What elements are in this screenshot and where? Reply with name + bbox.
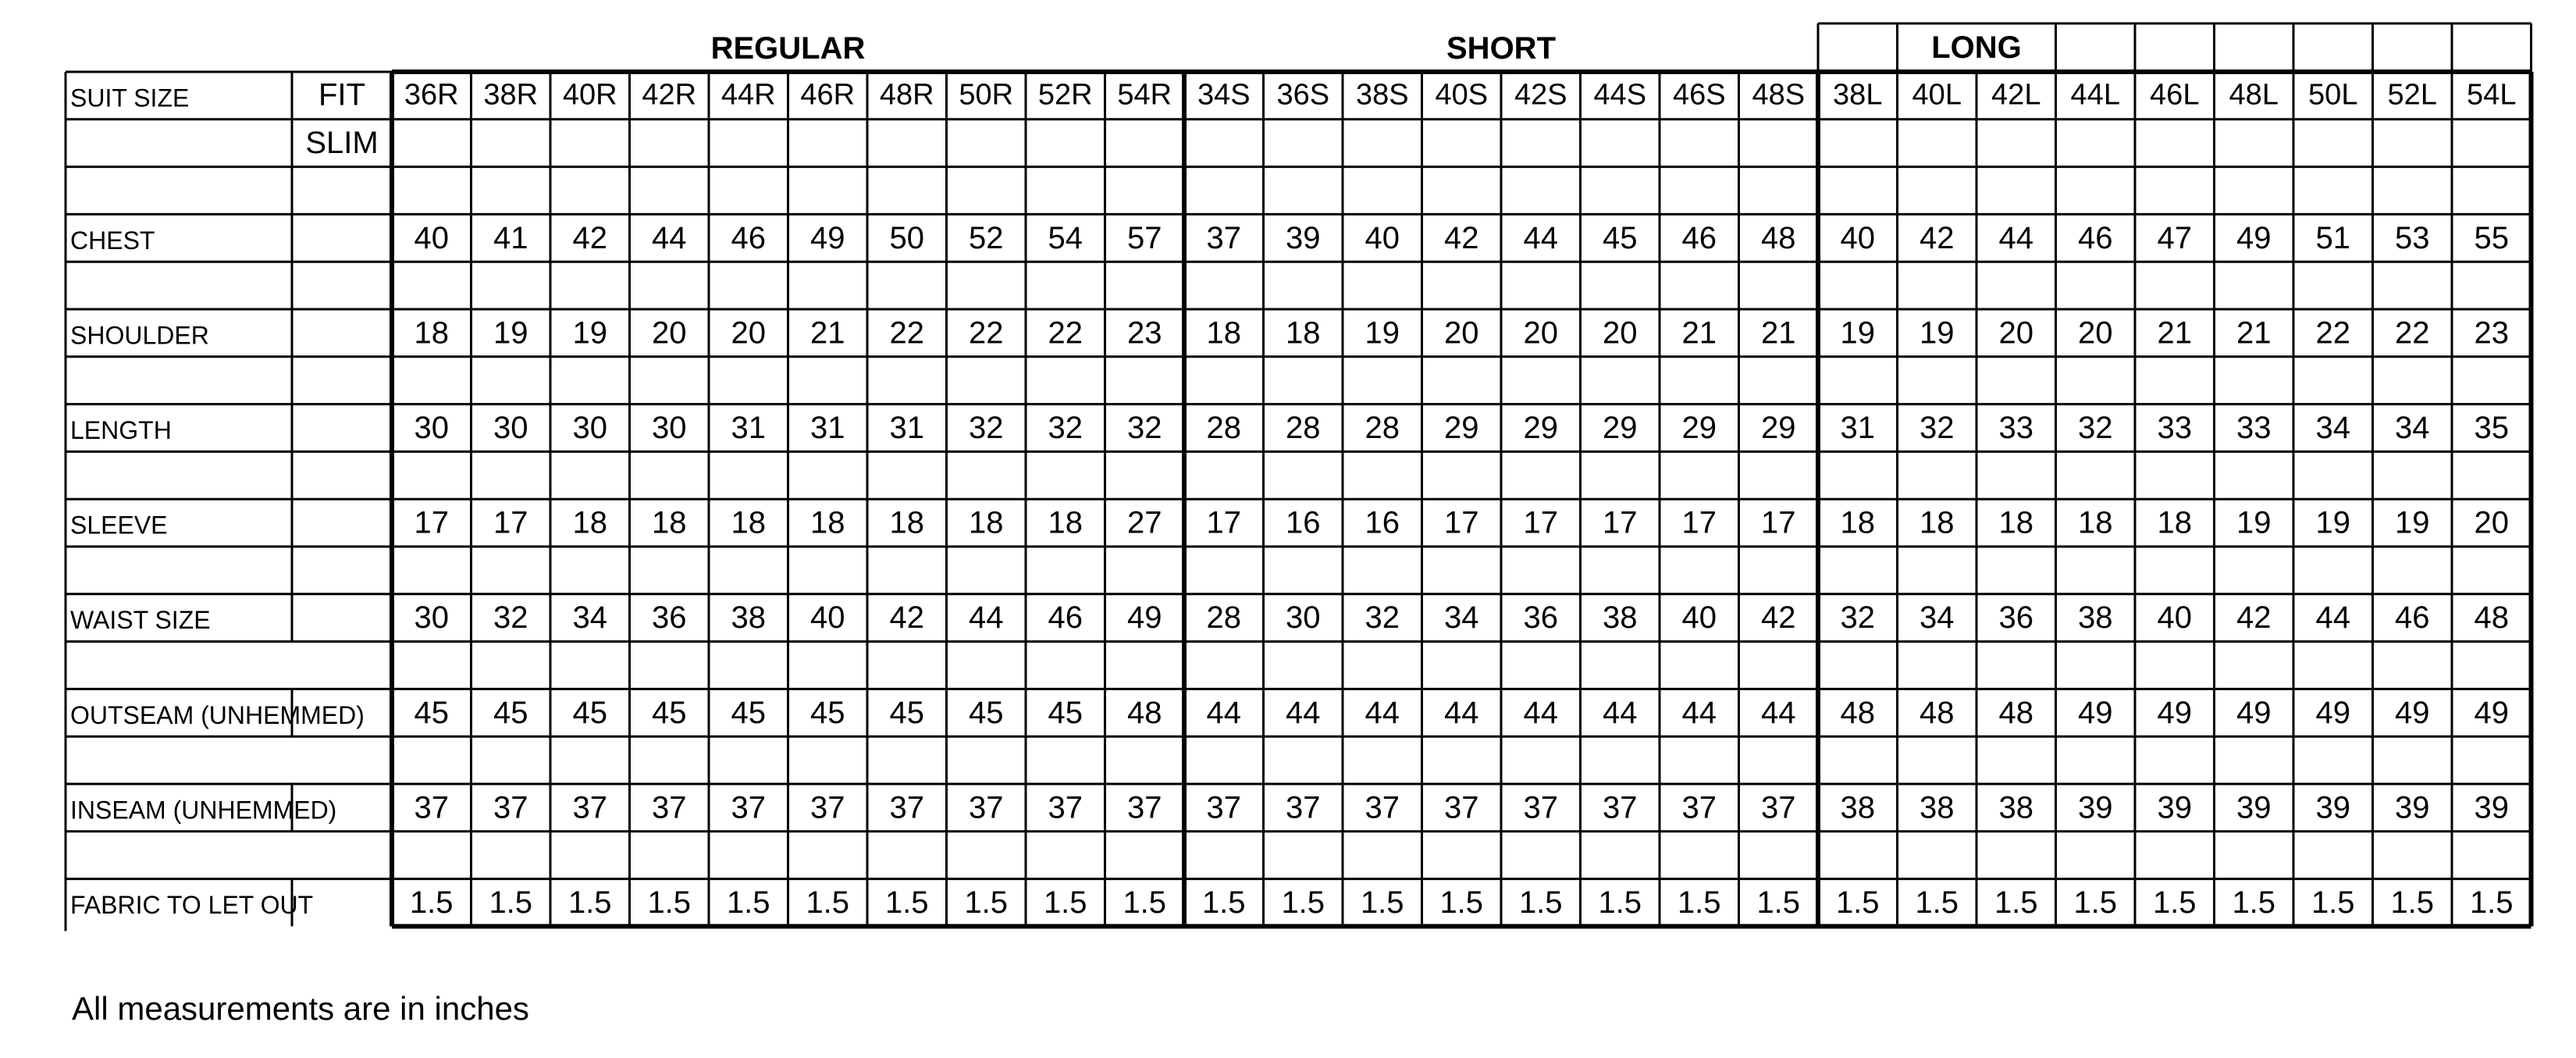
- measurement-cell: 17: [1681, 505, 1717, 540]
- size-header-42s: 42S: [1514, 78, 1567, 112]
- measurement-cell: 38: [1603, 600, 1638, 636]
- measurement-cell: 45: [1048, 695, 1083, 730]
- measurement-cell: 1.5: [647, 885, 692, 920]
- measurement-cell: 30: [414, 411, 449, 445]
- measurement-cell: 1.5: [1201, 885, 1246, 920]
- measurement-cell: 30: [572, 411, 607, 445]
- measurement-cell: 1.5: [1123, 885, 1167, 920]
- measurement-cell: 20: [1444, 315, 1479, 351]
- measurement-cell: 37: [1048, 790, 1083, 825]
- measurement-cell: 44: [1681, 695, 1717, 730]
- size-header-54l: 54L: [2467, 78, 2517, 112]
- measurement-cell: 37: [1206, 220, 1241, 255]
- measurement-cell: 1.5: [1360, 885, 1404, 920]
- measurement-cell: 1.5: [806, 885, 850, 920]
- measurement-cell: 19: [2395, 505, 2430, 540]
- row-label-chest: CHEST: [70, 226, 155, 255]
- group-title-short: SHORT: [1446, 31, 1556, 66]
- measurement-cell: 28: [1286, 411, 1321, 445]
- measurement-cell: 20: [1523, 315, 1558, 351]
- measurement-cell: 30: [414, 600, 449, 636]
- measurement-cell: 37: [731, 790, 766, 825]
- measurement-cell: 45: [493, 695, 528, 730]
- measurement-cell: 28: [1206, 411, 1241, 445]
- measurement-cell: 18: [969, 505, 1004, 540]
- size-header-38l: 38L: [1833, 78, 1883, 112]
- size-header-36s: 36S: [1276, 78, 1330, 112]
- measurement-cell: 38: [731, 600, 766, 636]
- measurement-cell: 22: [969, 315, 1004, 351]
- measurement-cell: 1.5: [2152, 885, 2197, 920]
- measurement-cell: 30: [652, 411, 687, 445]
- measurement-cell: 39: [2236, 790, 2272, 825]
- measurement-cell: 18: [1048, 505, 1083, 540]
- measurement-cell: 28: [1206, 600, 1241, 636]
- measurement-cell: 16: [1286, 505, 1321, 540]
- measurement-cell: 32: [1840, 600, 1875, 636]
- measurement-cell: 16: [1364, 505, 1400, 540]
- measurement-cell: 37: [1206, 790, 1241, 825]
- measurement-cell: 32: [2078, 411, 2113, 445]
- measurement-cell: 44: [1364, 695, 1400, 730]
- measurement-cell: 38: [1920, 790, 1955, 825]
- measurement-cell: 48: [1761, 220, 1796, 255]
- measurement-cell: 18: [652, 505, 687, 540]
- measurement-cell: 1.5: [2073, 885, 2118, 920]
- measurement-cell: 1.5: [1598, 885, 1642, 920]
- measurement-cell: 21: [1681, 315, 1717, 351]
- measurement-cell: 29: [1761, 411, 1796, 445]
- measurement-cell: 18: [414, 315, 449, 351]
- measurement-cell: 39: [1286, 220, 1321, 255]
- measurement-cell: 29: [1523, 411, 1558, 445]
- measurement-cell: 49: [2395, 695, 2430, 730]
- measurement-cell: 44: [1206, 695, 1241, 730]
- measurement-cell: 46: [2078, 220, 2113, 255]
- size-header-34s: 34S: [1197, 78, 1251, 112]
- size-header-46r: 46R: [800, 78, 856, 112]
- size-header-54r: 54R: [1117, 78, 1172, 112]
- measurement-cell: 40: [2157, 600, 2192, 636]
- measurement-cell: 45: [414, 695, 449, 730]
- measurement-cell: 18: [1840, 505, 1875, 540]
- measurement-cell: 37: [1603, 790, 1638, 825]
- measurement-cell: 34: [2395, 411, 2430, 445]
- measurement-cell: 17: [1603, 505, 1638, 540]
- size-header-40r: 40R: [562, 78, 617, 112]
- measurement-cell: 37: [1127, 790, 1162, 825]
- measurement-cell: 34: [1444, 600, 1479, 636]
- measurement-cell: 44: [2315, 600, 2350, 636]
- row-label-shoulder: SHOULDER: [70, 321, 209, 350]
- measurement-cell: 54: [1048, 220, 1083, 255]
- measurement-cell: 49: [2078, 695, 2113, 730]
- row-label-length: LENGTH: [70, 416, 172, 444]
- measurement-cell: 1.5: [489, 885, 533, 920]
- measurement-cell: 33: [2157, 411, 2192, 445]
- row-label-fabric-to-let-out: FABRIC TO LET OUT: [70, 891, 314, 919]
- measurement-cell: 49: [810, 220, 845, 255]
- measurement-cell: 22: [1048, 315, 1083, 351]
- measurement-cell: 57: [1127, 220, 1162, 255]
- measurement-cell: 1.5: [726, 885, 770, 920]
- measurement-cell: 40: [1681, 600, 1717, 636]
- measurement-cell: 21: [810, 315, 845, 351]
- measurement-cell: 20: [1998, 315, 2033, 351]
- measurement-cell: 19: [572, 315, 607, 351]
- measurement-cell: 32: [1920, 411, 1955, 445]
- measurement-cell: 44: [1444, 695, 1479, 730]
- size-header-48l: 48L: [2229, 78, 2279, 112]
- measurement-cell: 37: [1761, 790, 1796, 825]
- measurement-cell: 37: [652, 790, 687, 825]
- size-header-44r: 44R: [720, 78, 776, 112]
- row-label-waist-size: WAIST SIZE: [70, 606, 211, 635]
- measurement-cell: 49: [2236, 220, 2272, 255]
- measurement-cell: 20: [2474, 505, 2509, 540]
- measurement-cell: 48: [1920, 695, 1955, 730]
- measurement-cell: 21: [2236, 315, 2272, 351]
- measurement-cell: 23: [2474, 315, 2509, 351]
- measurement-cell: 18: [572, 505, 607, 540]
- measurement-cell: 33: [2236, 411, 2272, 445]
- measurement-cell: 17: [1206, 505, 1241, 540]
- measurement-cell: 46: [1048, 600, 1083, 636]
- size-header-40s: 40S: [1435, 78, 1489, 112]
- measurement-cell: 17: [1523, 505, 1558, 540]
- measurement-cell: 31: [889, 411, 924, 445]
- measurement-cell: 45: [652, 695, 687, 730]
- row-label-inseam-unhemmed-: INSEAM (UNHEMMED): [70, 796, 337, 825]
- measurement-cell: 19: [2236, 505, 2272, 540]
- measurement-cell: 37: [889, 790, 924, 825]
- size-header-42r: 42R: [642, 78, 697, 112]
- measurement-cell: 17: [1761, 505, 1796, 540]
- measurement-cell: 55: [2474, 220, 2509, 255]
- row-label-sleeve: SLEEVE: [70, 511, 168, 540]
- measurement-cell: 48: [1998, 695, 2033, 730]
- size-header-40l: 40L: [1912, 78, 1962, 112]
- measurement-cell: 1.5: [568, 885, 612, 920]
- measurement-cell: 39: [2395, 790, 2430, 825]
- measurement-cell: 18: [889, 505, 924, 540]
- measurement-cell: 1.5: [2311, 885, 2355, 920]
- measurement-cell: 38: [1840, 790, 1875, 825]
- measurement-cell: 20: [1603, 315, 1638, 351]
- measurement-cell: 35: [2474, 411, 2509, 445]
- measurement-cell: 18: [1206, 315, 1241, 351]
- measurement-cell: 30: [493, 411, 528, 445]
- measurement-cell: 19: [493, 315, 528, 351]
- measurement-cell: 45: [889, 695, 924, 730]
- measurement-cell: 31: [810, 411, 845, 445]
- measurement-cell: 21: [1761, 315, 1796, 351]
- size-header-50l: 50L: [2308, 78, 2358, 112]
- fit-label: FIT: [318, 77, 365, 112]
- measurement-cell: 40: [414, 220, 449, 255]
- measurement-cell: 32: [1127, 411, 1162, 445]
- slim-label: SLIM: [305, 126, 379, 161]
- measurement-cell: 1.5: [1835, 885, 1880, 920]
- measurement-cell: 49: [2157, 695, 2192, 730]
- measurement-cell: 44: [1523, 695, 1558, 730]
- measurement-cell: 18: [1286, 315, 1321, 351]
- measurement-cell: 1.5: [964, 885, 1009, 920]
- measurement-cell: 40: [1364, 220, 1400, 255]
- measurement-cell: 36: [652, 600, 687, 636]
- measurement-cell: 37: [969, 790, 1004, 825]
- measurement-cell: 46: [1681, 220, 1717, 255]
- measurement-cell: 42: [572, 220, 607, 255]
- table-text: [70, 30, 2516, 920]
- measurement-cell: 1.5: [2390, 885, 2435, 920]
- measurement-cell: 37: [1444, 790, 1479, 825]
- measurement-cell: 44: [969, 600, 1004, 636]
- measurement-cell: 46: [731, 220, 766, 255]
- measurement-cell: 31: [1840, 411, 1875, 445]
- measurement-cell: 17: [414, 505, 449, 540]
- size-header-48s: 48S: [1752, 78, 1806, 112]
- measurement-cell: 18: [731, 505, 766, 540]
- measurement-cell: 37: [1286, 790, 1321, 825]
- measurement-cell: 45: [731, 695, 766, 730]
- measurement-cell: 17: [1444, 505, 1479, 540]
- measurement-cell: 44: [652, 220, 687, 255]
- measurement-cell: 42: [1444, 220, 1479, 255]
- measurement-cell: 40: [810, 600, 845, 636]
- measurement-cell: 1.5: [1518, 885, 1563, 920]
- measurement-cell: 1.5: [1281, 885, 1325, 920]
- measurement-cell: 42: [1761, 600, 1796, 636]
- measurement-cell: 45: [1603, 220, 1638, 255]
- measurement-cell: 37: [572, 790, 607, 825]
- measurement-cell: 18: [2078, 505, 2113, 540]
- measurement-cell: 42: [1920, 220, 1955, 255]
- measurement-cell: 44: [1523, 220, 1558, 255]
- measurement-cell: 27: [1127, 505, 1162, 540]
- size-header-38s: 38S: [1355, 78, 1409, 112]
- measurement-cell: 1.5: [1677, 885, 1721, 920]
- measurement-cell: 34: [2315, 411, 2350, 445]
- measurement-cell: 45: [572, 695, 607, 730]
- measurement-cell: 38: [2078, 600, 2113, 636]
- row-label-outseam-unhemmed-: OUTSEAM (UNHEMMED): [70, 700, 365, 729]
- measurement-cell: 29: [1444, 411, 1479, 445]
- measurement-cell: 20: [731, 315, 766, 351]
- size-header-42l: 42L: [1991, 78, 2041, 112]
- measurement-cell: 47: [2157, 220, 2192, 255]
- measurement-cell: 1.5: [409, 885, 454, 920]
- measurement-cell: 44: [1286, 695, 1321, 730]
- measurement-cell: 50: [889, 220, 924, 255]
- measurement-cell: 19: [1364, 315, 1400, 351]
- measurement-cell: 44: [1761, 695, 1796, 730]
- measurement-cell: 42: [2236, 600, 2272, 636]
- size-header-46s: 46S: [1672, 78, 1726, 112]
- measurement-cell: 48: [1840, 695, 1875, 730]
- measurement-cell: 49: [2236, 695, 2272, 730]
- measurement-cell: 37: [1364, 790, 1400, 825]
- measurement-cell: 37: [493, 790, 528, 825]
- measurement-cell: 28: [1364, 411, 1400, 445]
- measurement-cell: 39: [2157, 790, 2192, 825]
- measurement-cell: 52: [969, 220, 1004, 255]
- size-header-38r: 38R: [483, 78, 539, 112]
- measurement-cell: 22: [889, 315, 924, 351]
- suit-size-label: SUIT SIZE: [70, 84, 190, 112]
- size-header-36r: 36R: [404, 78, 459, 112]
- measurement-cell: 37: [414, 790, 449, 825]
- measurement-cell: 45: [969, 695, 1004, 730]
- measurement-cell: 37: [810, 790, 845, 825]
- measurement-cell: 49: [2315, 695, 2350, 730]
- measurement-cell: 1.5: [1043, 885, 1087, 920]
- measurement-cell: 18: [810, 505, 845, 540]
- measurement-cell: 32: [969, 411, 1004, 445]
- measurement-cell: 37: [1523, 790, 1558, 825]
- measurement-cell: 49: [2474, 695, 2509, 730]
- measurement-cell: 21: [2157, 315, 2192, 351]
- measurement-cell: 51: [2315, 220, 2350, 255]
- measurement-cell: 37: [1681, 790, 1717, 825]
- measurement-cell: 38: [1998, 790, 2033, 825]
- measurement-cell: 48: [2474, 600, 2509, 636]
- size-header-50r: 50R: [959, 78, 1014, 112]
- measurement-cell: 18: [1998, 505, 2033, 540]
- measurement-cell: 36: [1523, 600, 1558, 636]
- measurement-cell: 46: [2395, 600, 2430, 636]
- measurement-cell: 1.5: [1915, 885, 1959, 920]
- measurement-cell: 1.5: [1439, 885, 1484, 920]
- measurement-cell: 29: [1603, 411, 1638, 445]
- size-header-44l: 44L: [2070, 78, 2120, 112]
- measurement-cell: 20: [652, 315, 687, 351]
- measurement-cell: 42: [889, 600, 924, 636]
- size-header-48r: 48R: [879, 78, 934, 112]
- measurement-cell: 33: [1998, 411, 2033, 445]
- measurement-cell: 20: [2078, 315, 2113, 351]
- measurement-cell: 1.5: [1756, 885, 1801, 920]
- measurement-cell: 45: [810, 695, 845, 730]
- measurement-cell: 32: [1364, 600, 1400, 636]
- measurement-cell: 44: [1603, 695, 1638, 730]
- measurement-cell: 32: [493, 600, 528, 636]
- measurement-cell: 53: [2395, 220, 2430, 255]
- measurement-cell: 18: [2157, 505, 2192, 540]
- measurement-cell: 34: [1920, 600, 1955, 636]
- measurement-cell: 49: [1127, 600, 1162, 636]
- measurement-cell: 1.5: [1994, 885, 2038, 920]
- measurement-cell: 29: [1681, 411, 1717, 445]
- measurement-cell: 19: [1920, 315, 1955, 351]
- measurement-cell: 17: [493, 505, 528, 540]
- size-header-52r: 52R: [1037, 78, 1093, 112]
- size-header-46l: 46L: [2150, 78, 2200, 112]
- measurement-cell: 31: [731, 411, 766, 445]
- measurement-cell: 39: [2315, 790, 2350, 825]
- measurement-cell: 30: [1286, 600, 1321, 636]
- measurement-cell: 36: [1998, 600, 2033, 636]
- measurement-cell: 40: [1840, 220, 1875, 255]
- measurement-cell: 18: [1920, 505, 1955, 540]
- measurement-cell: 19: [2315, 505, 2350, 540]
- measurement-cell: 39: [2474, 790, 2509, 825]
- measurement-cell: 44: [1998, 220, 2033, 255]
- measurement-cell: 34: [572, 600, 607, 636]
- measurement-cell: 39: [2078, 790, 2113, 825]
- group-title-regular: REGULAR: [710, 31, 866, 66]
- measurement-cell: 1.5: [2232, 885, 2276, 920]
- size-header-44s: 44S: [1593, 78, 1647, 112]
- measurement-cell: 32: [1048, 411, 1083, 445]
- measurement-cell: 48: [1127, 695, 1162, 730]
- group-title-long: LONG: [1931, 30, 2022, 65]
- measurement-cell: 23: [1127, 315, 1162, 351]
- measurement-cell: 41: [493, 220, 528, 255]
- measurement-cell: 1.5: [884, 885, 929, 920]
- measurement-unit-note: All measurements are in inches: [72, 990, 529, 1027]
- measurement-cell: 19: [1840, 315, 1875, 351]
- size-header-52l: 52L: [2387, 78, 2437, 112]
- measurement-cell: 22: [2315, 315, 2350, 351]
- measurement-cell: 1.5: [2469, 885, 2514, 920]
- measurement-cell: 22: [2395, 315, 2430, 351]
